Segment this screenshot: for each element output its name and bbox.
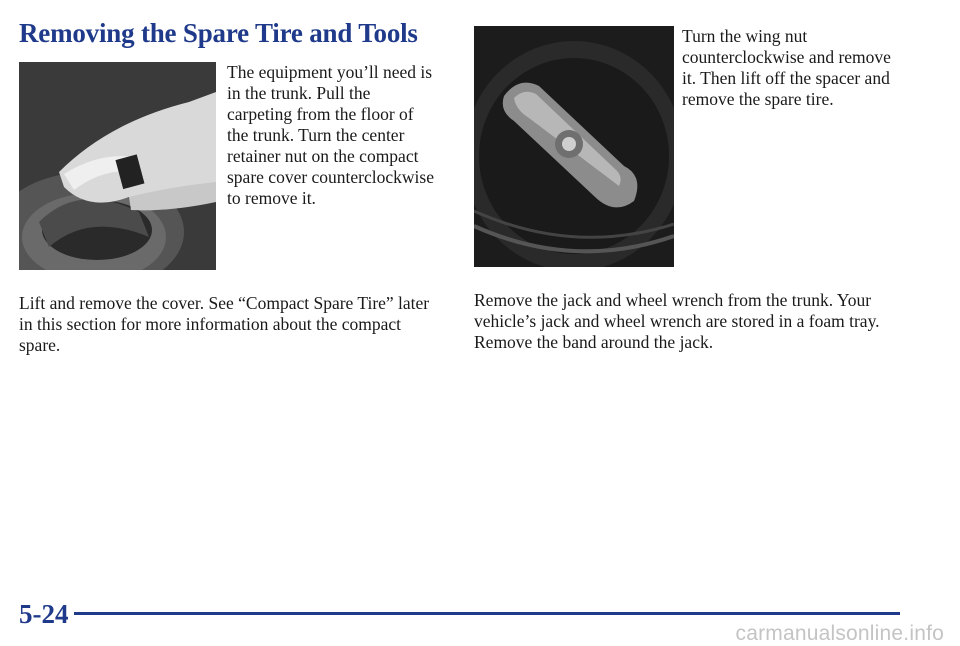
section-heading: Removing the Spare Tire and Tools <box>19 18 418 48</box>
left-bottom-text: Lift and remove the cover. See “Compact Spare Tire” later in this section for more information about the compact spare. <box>19 293 430 355</box>
wing-nut-photo <box>474 26 674 267</box>
page-number: 5-24 <box>19 599 69 629</box>
footer-rule <box>74 612 900 615</box>
right-instruction-text: Turn the wing nut counterclockwise and remove it. Then lift off the spacer and remove the spare tire. <box>682 26 891 109</box>
left-instruction-text: The equipment you’ll need is in the trunk. Pull the carpeting from the floor of the trunk. Turn the center retainer nut on the compact spare cover counterclockwise to remove it. <box>227 62 434 208</box>
right-bottom-text: Remove the jack and wheel wrench from the trunk. Your vehicle’s jack and wheel wrench are stored in a foam tray. Remove the band around the jack. <box>474 290 880 352</box>
watermark: carmanualsonline.info <box>735 622 944 645</box>
retainer-nut-photo <box>19 62 216 270</box>
